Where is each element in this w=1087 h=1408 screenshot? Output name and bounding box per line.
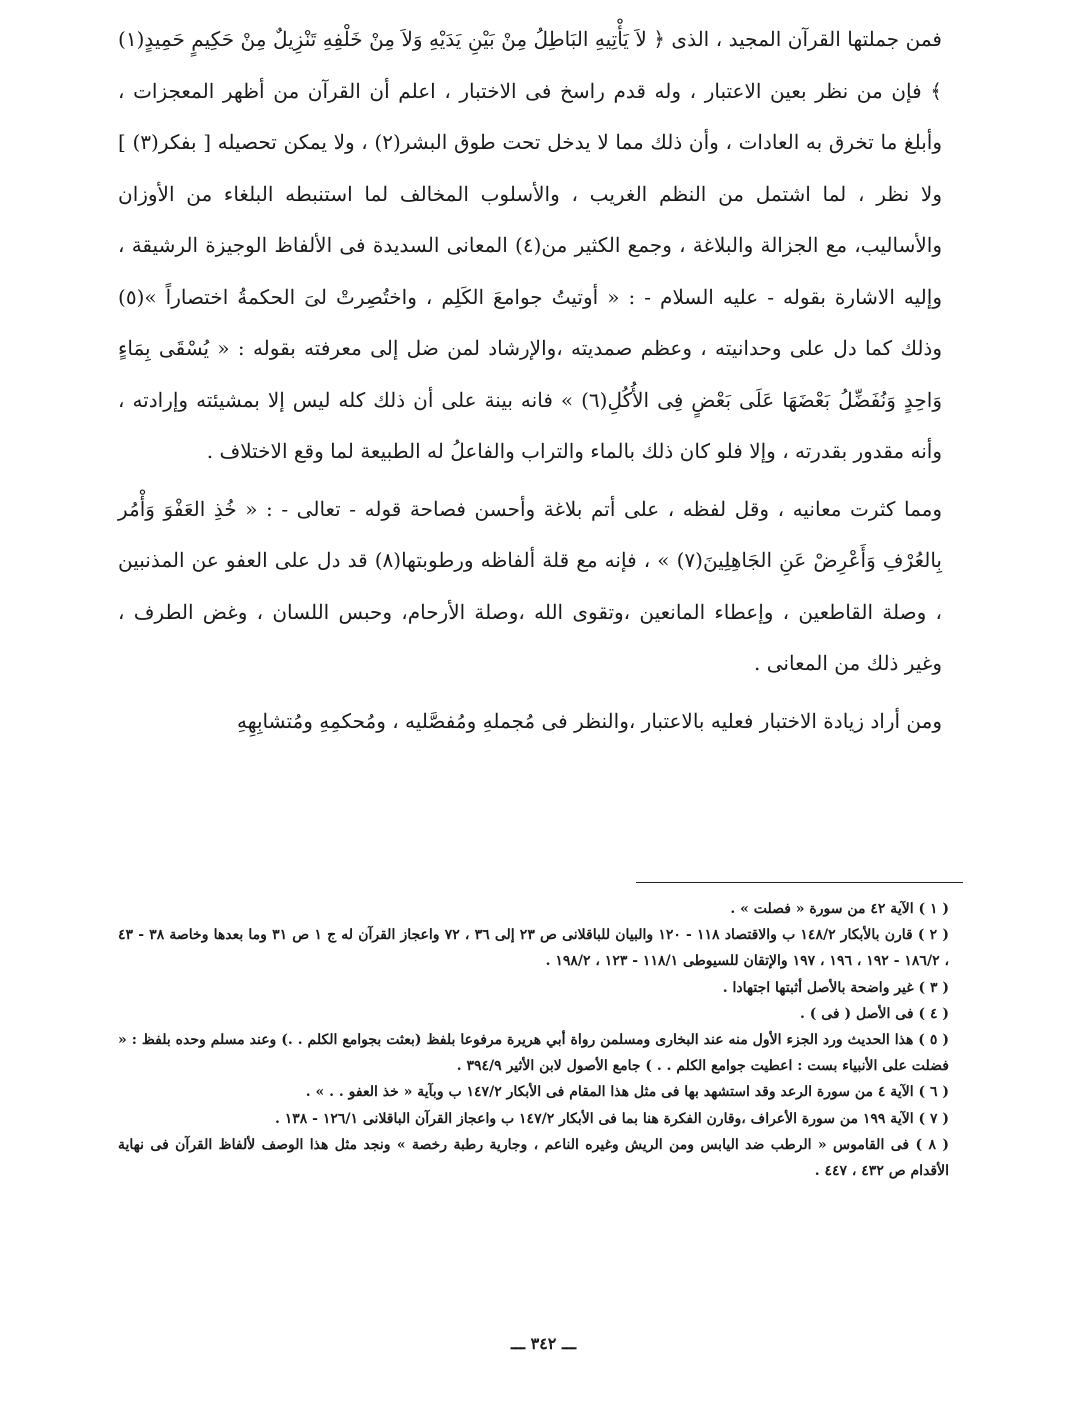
- footnote: ( ١ ) الآية ٤٢ من سورة « فصلت » .: [730, 901, 949, 917]
- body-paragraph: فمن جملتها القرآن المجيد ، الذى ﴿ لاَ يَأْتِيهِ البَاطِلُ مِنْ بَيْنِ يَدَيْهِ وَلاَ مِنْ خَلْفِهِ تَنْزِيلٌ مِنْ حَكِيمٍ حَمِيدٍ(١) ﴾ فإن من نظر بعين الاعتبار ، وله قدم راسخ فى الاختبار ، اعلم أن القرآن من أظهر المعجزات ، وأبلغ ما تخرق به العادات ، وأن ذلك مما لا يدخل تحت طوق البشر(٢) ، ولا يمكن تحصيله [ بفكر(٣) ] ولا نظر ، لما اشتمل من النظم الغريب ، والأسلوب المخالف لما استنبطه البلغاء من الأوزان والأساليب، مع الجزالة والبلاغة ، وجمع الكثير من(٤) المعانى السديدة فى الألفاظ الوجيزة الرشيقة ، وإليه الاشارة بقوله - عليه السلام - : « أوتيتُ جوامعَ الكَلِم ، واختُصِرتْ لىَ الحكمةُ اختصاراً »(٥) وذلك كما دل على وحدانيته ، وعظم صمديته ،والإرشاد لمن ضل إلى معرفته بقوله : « يُسْقَى بِمَاءٍ وَاحِدٍ وَنُفَضِّلُ بَعْضَهَا عَلَى بَعْضٍ فِى الأُكُلِ(٦) » فانه بينة على أن ذلك كله ليس إلا بمشيئته وإرادته ، وأنه مقدور بقدرته ، وإلا فلو كان ذلك بالماء والتراب والفاعلُ له الطبيعة لما وقع الاختلاف .: [118, 27, 943, 463]
- footnotes: [118, 896, 949, 1184]
- footnote: ( ٣ ) غير واضحة بالأصل أثبتها اجتهادا .: [722, 979, 949, 996]
- main-text: [118, 14, 942, 747]
- footnote: ( ٧ ) الآية ١٩٩ من سورة الأعراف ،وقارن الفكرة هنا بما فى الأبكار ١٤٧/٢ ب واعجاز القرآن الباقلانى ١٢٦/١ - ١٣٨ .: [274, 1110, 949, 1127]
- body-paragraph: ومن أراد زيادة الاختبار فعليه بالاعتبار ،والنظر فى مُجملهِ ومُفصَّليه ، ومُحكمِهِ ومُتشابِهِهِ: [237, 708, 942, 733]
- footnote: ( ٦ ) الآية ٤ من سورة الرعد وقد استشهد بها فى مثل هذا المقام فى الأبكار ١٤٧/٢ ب وبآية « خذ العفو . . » .: [305, 1084, 949, 1101]
- footnote: ( ٨ ) فى القاموس « الرطب ضد اليابس ومن الريش وغيره الناعم ، وجارية رطبة رخصة » ونجد مثل هذا الوصف لألفاظ القرآن فى نهاية الأقدام ص ٤٣٢ ، ٤٤٧ .: [118, 1136, 950, 1180]
- footnote: ( ٥ ) هذا الحديث ورد الجزء الأول منه عند البخارى ومسلمن رواة أبي هريرة مرفوعا بلفظ (بعثت بجوامع الكلم . .) وعند مسلم وحده بلفظ : « فضلت على الأنبياء بست : اعطيت جوامع الكلم . . ) جامع الأصول لابن الأثير ٣٩٤/٩ .: [118, 1032, 949, 1075]
- page-number: ـــ ٣٤٢ ـــ: [510, 1334, 577, 1353]
- body-paragraph: ومما كثرت معانيه ، وقل لفظه ، على أتم بلاغة وأحسن فصاحة قوله - تعالى - : « خُذِ العَفْوَ وَأْمُر بِالعُرْفِ وَأَعْرِضْ عَنِ الجَاهِلِينَ(٧) » ، فإنه مع قلة ألفاظه ورطوبتها(٨) قد دل على العفو عن المذنبين ، وصلة القاطعين ، وإعطاء المانعين ،وتقوى الله ،وصلة الأرحام، وحبس اللسان ، وغض الطرف ، وغير ذلك من المعانى .: [118, 496, 942, 675]
- footnote: ( ٢ ) قارن بالأبكار ١٤٨/٢ ب والاقتصاد ١١٨ - ١٢٠ والبيان للباقلانى ص ٢٣ إلى ٣٦ ، ٧٢ واعجاز القرآن له ج ١ ص ٣١ وما بعدها وخاصة ٣٨ - ٤٣ ، ١٨٦/٢ - ١٩٢ ، ١٩٦ ، ١٩٧ والإتقان للسيوطى ١١٨/١ - ١٢٣ ، ١٩٨/٢ .: [118, 927, 949, 970]
- footnote: ( ٤ ) فى الأصل ( فى ) .: [800, 1005, 949, 1022]
- footnote-separator: [636, 882, 963, 883]
